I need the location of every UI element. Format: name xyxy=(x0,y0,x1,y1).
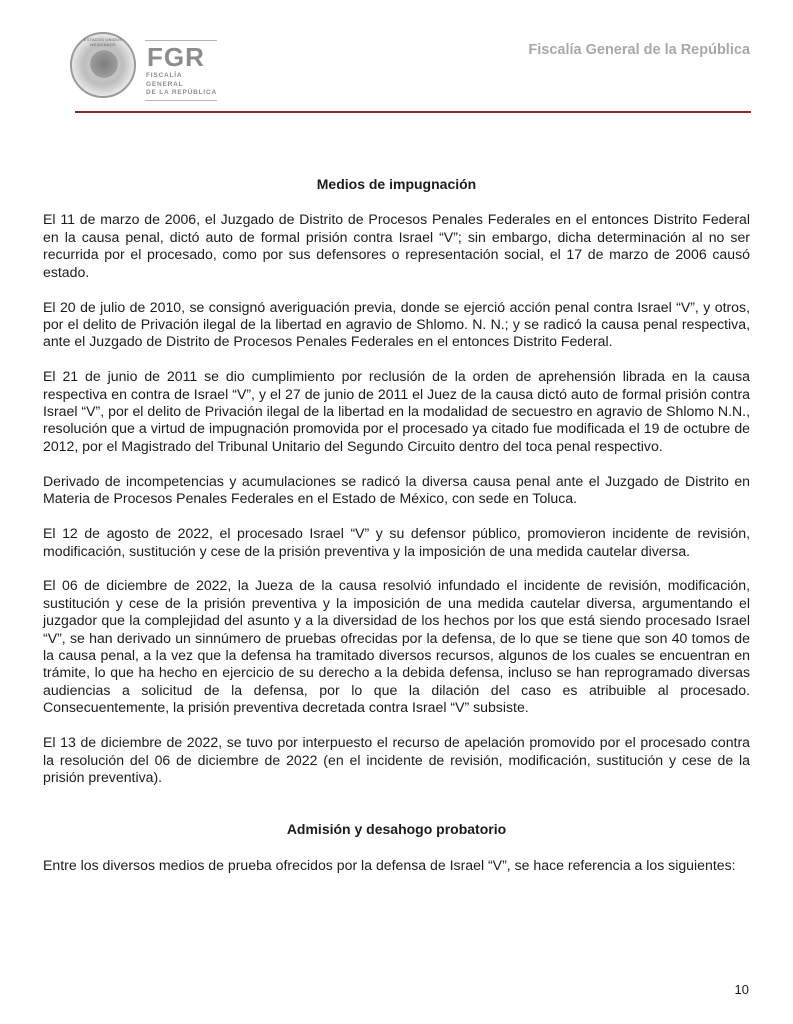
paragraph: Entre los diversos medios de prueba ofrecidos por la defensa de Israel “V”, se hace referencia a los siguientes: xyxy=(43,856,736,873)
mexican-coat-of-arms-seal-icon xyxy=(70,32,136,98)
paragraph: Derivado de incompetencias y acumulaciones se radicó la diversa causa penal ante el Juzgado de Distrito en Materia de Procesos Penales Federales en el Estado de México, con sede en Toluca. xyxy=(43,472,750,507)
seal-label: ESTADOS UNIDOS MEXICANOS xyxy=(83,37,123,47)
paragraph: El 20 de julio de 2010, se consignó averiguación previa, donde se ejerció acción penal contra Israel “V”, y otros, por el delito de Privación ilegal de la libertad en agravio de Shlomo. N. N.; y se radicó la causa penal respectiva, ante el Juzgado de Distrito de Procesos Penales Federales en el entonces Distrito Federal. xyxy=(43,298,750,350)
header-divider xyxy=(75,111,751,113)
fgr-logo xyxy=(145,40,217,101)
logo-top-rule xyxy=(145,40,217,41)
header-title: Fiscalía General de la República xyxy=(528,42,750,58)
paragraph: El 21 de junio de 2011 se dio cumplimiento por reclusión de la orden de aprehensión librada en la causa respectiva en contra de Israel “V”, y el 27 de junio de 2011 el Juez de la causa dictó auto de formal prisión contra Israel “V”, por el delito de Privación ilegal de la libertad en la modalidad de secuestro en agravio de Shlomo N.N., resolución que a virtud de impugnación promovida por el procesado ya citado fue modificada el 19 de octubre de 2012, por el Magistrado del Tribunal Unitario del Segundo Circuito dentro del toca penal respectivo. xyxy=(43,368,750,454)
section-title-medios-de-impugnacion: Medios de impugnación xyxy=(316,176,477,192)
eagle-emblem-icon xyxy=(88,48,120,80)
logo-subtitle-line1: FISCALÍA GENERAL xyxy=(146,72,184,88)
section-title-admision-y-desahogo-probatorio: Admisión y desahogo probatorio xyxy=(286,821,507,838)
paragraph: El 11 de marzo de 2006, el Juzgado de Distrito de Procesos Penales Federales en el entonces Distrito Federal en la causa penal, dictó auto de formal prisión contra Israel “V”; sin embargo, dicha determinación al no ser recurrida por el procesado, como por sus defensores o representación social, el 17 de marzo de 2006 causó estado. xyxy=(43,211,750,280)
paragraph: El 12 de agosto de 2022, el procesado Israel “V” y su defensor público, promovieron incidente de revisión, modificación, sustitución y cese de la prisión preventiva y la imposición de una medida cautelar diversa. xyxy=(43,525,750,559)
logo-subtitle-line2: DE LA REPÚBLICA xyxy=(146,89,217,96)
logo-acronym: FGR xyxy=(147,42,205,72)
page-header xyxy=(0,0,793,115)
logo-bottom-rule xyxy=(145,100,217,101)
paragraph: El 13 de diciembre de 2022, se tuvo por interpuesto el recurso de apelación promovido por el procesado contra la resolución del 06 de diciembre de 2022 (en el incidente de revisión, modificación, sustitución y cese de la prisión preventiva). xyxy=(43,734,750,785)
page-number: 10 xyxy=(734,982,749,997)
document-body xyxy=(43,176,750,892)
paragraph: El 06 de diciembre de 2022, la Jueza de la causa resolvió infundado el incidente de revisión, modificación, sustitución y cese de la prisión preventiva y la imposición de una medida cautelar diversa, argumentando el juzgador que la complejidad del asunto y a la diversidad de los hechos por los que está siendo procesado Israel “V”, se han derivado un sinnúmero de pruebas ofrecidas por la defensa, de lo que se tiene que son 40 tomos de la causa penal, a la vez que la defensa ha tramitado diversos recursos, algunos de los cuales se encuentran en trámite, lo que ha hecho en ejercicio de su derecho a la debida defensa, incluso se han reprogramado diversas audiencias a solicitud de la defensa, por lo que la dilación del caso es atribuible al procesado. Consecuentemente, la prisión preventiva decretada contra Israel “V” subsiste. xyxy=(43,577,750,716)
